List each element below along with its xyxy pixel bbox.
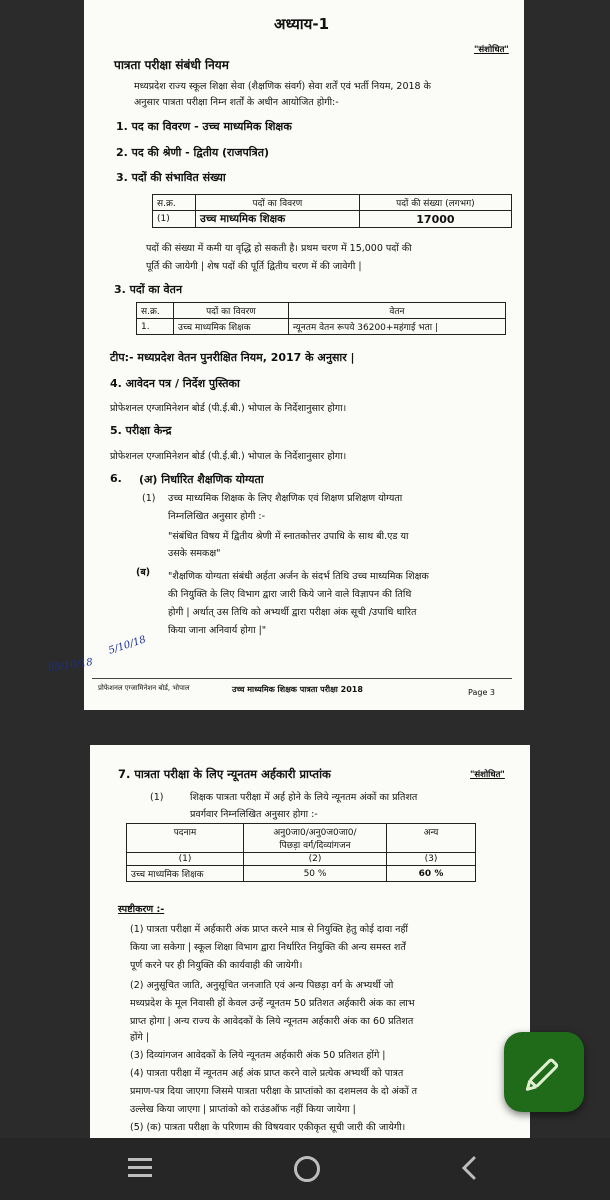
sub-text: उसके समकक्ष": [168, 548, 221, 559]
salary-note: टीप:- मध्यप्रदेश वेतन पुनरीक्षित नियम, 2017 के अनुसार |: [110, 351, 355, 364]
table-cell: (3): [387, 853, 476, 866]
handwritten-signature: 05/10/18: [47, 656, 94, 675]
table-cell: 1.: [137, 319, 174, 335]
amended-label: "संशोधित": [474, 45, 509, 55]
table-cell: 50 %: [244, 866, 387, 882]
edit-button[interactable]: [504, 1032, 584, 1112]
document-page-1: [84, 0, 524, 710]
posts-note: पदों की संख्या में कमी या वृद्धि हो सकती है। प्रथम चरण में 15,000 पदों की: [146, 243, 412, 254]
table-cell: (1): [153, 211, 196, 228]
table-row: [137, 319, 506, 335]
clause-text: प्राप्त होगा | अन्य राज्य के आवेदकों के लिये न्यूनतम अर्हकारी अंक का 60 प्रतिशत: [130, 1016, 414, 1027]
table-cell: 17000: [359, 211, 511, 228]
clause-text: उल्लेख किया जाएगा | प्राप्तांको को राउंडऑफ नहीं किया जायेगा |: [130, 1104, 356, 1115]
footer-center: उच्च माध्यमिक शिक्षक पात्रता परीक्षा 2018: [232, 685, 363, 694]
section-title: पात्रता परीक्षा संबंधी नियम: [114, 58, 229, 72]
home-icon[interactable]: [294, 1156, 320, 1182]
item-heading: 5. परीक्षा केन्द्र: [110, 424, 172, 437]
sub-text: होगी | अर्थात् उस तिथि को अभ्यर्थी द्वारा परीक्षा अंक सूची /उपाधि धारित: [168, 607, 417, 618]
sub-text: की नियुक्ति के लिए विभाग द्वारा जारी किये जाने वाले विज्ञापन की तिथि: [168, 589, 412, 600]
handwritten-signature: 5/10/18: [107, 634, 148, 657]
sub-text: निम्नलिखित अनुसार होगी :-: [168, 511, 266, 522]
posts-count-table: [152, 194, 512, 228]
item-heading: 3. पदों का वेतन: [114, 283, 183, 296]
page-number: Page 3: [468, 688, 495, 697]
table-header: पदनाम: [127, 824, 244, 853]
back-icon[interactable]: [458, 1155, 480, 1181]
item-heading: 4. आवेदन पत्र / निर्देश पुस्तिका: [110, 377, 240, 390]
clause-text: (1) पात्रता परीक्षा में अर्हकारी अंक प्राप्त करने मात्र से नियुक्ति हेतु कोई दावा नहीं: [130, 924, 408, 935]
clause-text: किया जा सकेगा | स्कूल शिक्षा विभाग द्वारा निर्धारित नियुक्ति की अन्य समस्त शर्तें: [130, 942, 406, 953]
sub-text: उच्च माध्यमिक शिक्षक के लिए शैक्षणिक एवं शिक्षण प्रशिक्षण योग्यता: [168, 493, 403, 504]
table-row: [153, 211, 512, 228]
table-cell: उच्च माध्यमिक शिक्षक: [174, 319, 289, 335]
table-header: पदों की संख्या (लगभग): [359, 195, 511, 211]
intro-line: अनुसार पात्रता परीक्षा निम्न शर्तों के अधीन आयोजित होगी:-: [134, 97, 339, 108]
sub-number: (1): [142, 493, 156, 504]
posts-note: पूर्ति की जायेगी | शेष पदों की पूर्ति द्वितीय चरण में की जावेगी |: [146, 261, 362, 272]
table-cell: न्यूनतम वेतन रूपये 36200+महंगाई भता |: [288, 319, 505, 335]
system-navigation-bar: [0, 1138, 610, 1200]
table-cell: 60 %: [387, 866, 476, 882]
chapter-title: अध्याय-1: [274, 15, 330, 33]
sub-number: (ब): [136, 567, 151, 578]
amended-label: "संशोधित": [470, 770, 505, 780]
item-text: प्रोफेशनल एग्जामिनेशन बोर्ड (पी.ई.बी.) भोपाल के निर्देशानुसार होगा।: [110, 403, 347, 414]
clause-text: (4) पात्रता परीक्षा में न्यूनतम अर्ह अंक प्राप्त करने वाले प्रत्येक अभ्यर्थी को पात्रत: [130, 1068, 404, 1079]
item-heading: 3. पदों की संभावित संख्या: [116, 171, 226, 184]
footer-divider: [92, 678, 512, 679]
table-header-line: अनु0जा0/अनु0ज0जा0/: [273, 828, 357, 838]
para-text: शिक्षक पात्रता परीक्षा में अर्ह होने के लिये न्यूनतम अंकों का प्रतिशत: [190, 792, 418, 803]
table-header: पदों का विवरण: [174, 303, 289, 319]
sub-text: "शैक्षणिक योग्यता संबंधी अर्हता अर्जन के संदर्भ तिथि उच्च माध्यमिक शिक्षक: [168, 571, 429, 582]
clause-text: (5) (क) पात्रता परीक्षा के परिणाम की विषयवार एकीकृत सूची जारी की जायेगी।: [130, 1122, 406, 1133]
table-header: पदों का विवरण: [196, 195, 360, 211]
item-heading: 2. पद की श्रेणी - द्वितीय (राजपत्रित): [116, 146, 270, 159]
item-text: प्रोफेशनल एग्जामिनेशन बोर्ड (पी.ई.बी.) भोपाल के निर्देशानुसार होगा।: [110, 451, 347, 462]
table-header: वेतन: [288, 303, 505, 319]
document-page-2: [90, 745, 530, 1145]
footer-left: प्रोफेशनल एग्जामिनेशन बोर्ड, भोपाल: [98, 684, 190, 692]
item-heading: 1. पद का विवरण - उच्च माध्यमिक शिक्षक: [116, 120, 292, 133]
item-heading: (अ) निर्धारित शैक्षणिक योग्यता: [139, 473, 264, 486]
table-cell: उच्च माध्यमिक शिक्षक: [127, 866, 244, 882]
sub-text: "संबंधित विषय में द्वितीय श्रेणी में स्नातकोत्तर उपाधि के साथ बी.एड या: [168, 531, 409, 542]
table-cell: (1): [127, 853, 244, 866]
clause-text: मध्यप्रदेश के मूल निवासी हों केवल उन्हें न्यूनतम 50 प्रतिशत अर्हकारी अंक का लाभ: [130, 998, 415, 1009]
table-cell: उच्च माध्यमिक शिक्षक: [196, 211, 360, 228]
pencil-edit-icon: [504, 1032, 584, 1112]
table-row: [127, 866, 476, 882]
clause-text: पूर्ण करने पर ही नियुक्ति की कार्यवाही की जायेगी।: [130, 960, 303, 971]
table-header-line: पिछड़ा वर्ग/दिव्यांगजन: [279, 841, 351, 851]
clause-text: प्रमाण-पत्र दिया जाएगा जिसमे पात्रता परीक्षा के प्राप्तांको का दशमलव के दो अंकों त: [130, 1086, 418, 1097]
clause-text: (3) दिव्यांगजन आवेदकों के लिये न्यूनतम अर्हकारी अंक 50 प्रतिशत होंगे |: [130, 1050, 386, 1061]
item-number: 6.: [110, 472, 122, 485]
table-cell: (2): [244, 853, 387, 866]
min-marks-table: [126, 823, 476, 882]
table-header: [244, 824, 387, 853]
clause-text: (2) अनुसूचित जाति, अनुसूचित जनजाति एवं अन्य पिछड़ा वर्ग के अभ्यर्थी जो: [130, 980, 394, 991]
table-header: अन्य: [387, 824, 476, 853]
table-header: स.क्र.: [137, 303, 174, 319]
clause-text: होंगे |: [130, 1032, 150, 1043]
sub-text: किया जाना अनिवार्य होगा |": [168, 625, 267, 636]
table-header: स.क्र.: [153, 195, 196, 211]
para-number: (1): [150, 792, 164, 803]
salary-table: [136, 302, 506, 335]
section-heading: 7. पात्रता परीक्षा के लिए न्यूनतम अर्हकारी प्राप्तांक: [118, 767, 331, 781]
intro-line: मध्यप्रदेश राज्य स्कूल शिक्षा सेवा (शैक्षणिक संवर्ग) सेवा शर्तें एवं भर्ती नियम, 2018 के: [134, 81, 431, 92]
clarification-heading: स्पष्टीकरण :-: [118, 904, 165, 915]
table-row: [127, 853, 476, 866]
para-text: प्रवर्गवार निम्नलिखित अनुसार होगा :-: [190, 809, 318, 820]
menu-icon[interactable]: [128, 1158, 152, 1180]
